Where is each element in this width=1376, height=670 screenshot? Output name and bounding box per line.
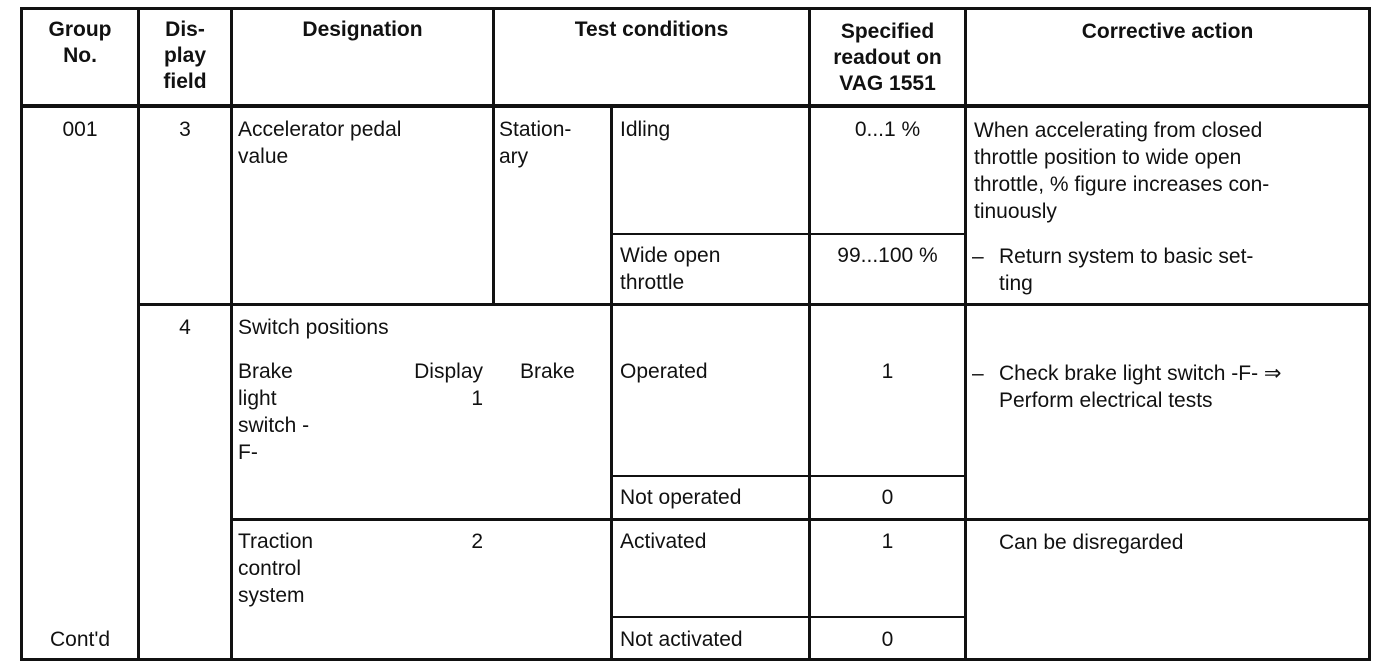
subcondition-wide-open-throttle: Wide open throttle (620, 244, 721, 294)
col-divider-display (230, 7, 233, 661)
row-divider-brake-traction (230, 518, 1370, 521)
header-designation: Designation (302, 18, 423, 41)
header-specified-readout: Specified readout on VAG 1551 (833, 20, 942, 95)
display-value-2: 2 (471, 530, 483, 553)
col-divider-subcondition (610, 108, 613, 661)
header-group-no: Group No. (48, 18, 112, 67)
readout-idling: 0...1 % (854, 118, 921, 141)
col-divider-tests (808, 7, 811, 661)
display-label: Display (414, 360, 483, 383)
row-divider-field3-field4 (138, 303, 1370, 306)
subcondition-operated: Operated (620, 360, 708, 383)
readout-not-operated: 0 (881, 486, 894, 509)
action-accelerating: When accelerating from closed throttle position to wide open throttle, % figure increases con- tinuously (974, 119, 1270, 223)
display-field-4: 4 (179, 316, 191, 339)
display-field-3: 3 (179, 118, 191, 141)
header-display-field: Dis- play field (163, 18, 207, 93)
group-number: 001 (62, 118, 98, 141)
designation-traction-control: Traction control system (238, 530, 314, 607)
condition-brake: Brake (520, 360, 575, 383)
designation-accelerator-pedal: Accelerator pedal value (238, 118, 402, 168)
header-test-conditions: Test conditions (574, 18, 729, 41)
col-divider-designation (492, 7, 495, 306)
readout-wide-open-throttle: 99...100 % (837, 244, 938, 267)
group-contd: Cont'd (49, 628, 111, 651)
subcondition-activated: Activated (620, 530, 707, 553)
table-top-border (20, 7, 1370, 10)
designation-brake-light-switch: Brake light switch - F- (238, 360, 310, 464)
col-divider-readout (964, 7, 967, 661)
condition-stationary: Station- ary (499, 118, 572, 168)
header-corrective-action: Corrective action (1081, 20, 1254, 43)
action-check-brake-switch: Check brake light switch -F- ⇒ Perform electrical tests (999, 362, 1282, 412)
row-divider-idling (612, 233, 966, 235)
action-basic-setting: Return system to basic set- ting (999, 245, 1254, 295)
table-bottom-border (20, 658, 1370, 661)
row-divider-operated (612, 475, 966, 477)
readout-activated: 1 (881, 530, 894, 553)
action-dash-basic-setting: – (972, 245, 984, 268)
subcondition-not-activated: Not activated (620, 628, 743, 651)
readout-operated: 1 (881, 360, 894, 383)
row-divider-activated (612, 616, 966, 618)
designation-switch-positions: Switch positions (238, 316, 389, 339)
action-can-be-disregarded: Can be disregarded (999, 531, 1184, 554)
action-dash-brake-switch: – (972, 362, 984, 385)
header-bottom-border (20, 104, 1370, 108)
table-right-border (1368, 7, 1371, 661)
readout-not-activated: 0 (881, 628, 894, 651)
subcondition-not-operated: Not operated (620, 486, 742, 509)
display-value-1: 1 (471, 387, 483, 410)
table-left-border (20, 7, 23, 661)
subcondition-idling: Idling (620, 118, 671, 141)
